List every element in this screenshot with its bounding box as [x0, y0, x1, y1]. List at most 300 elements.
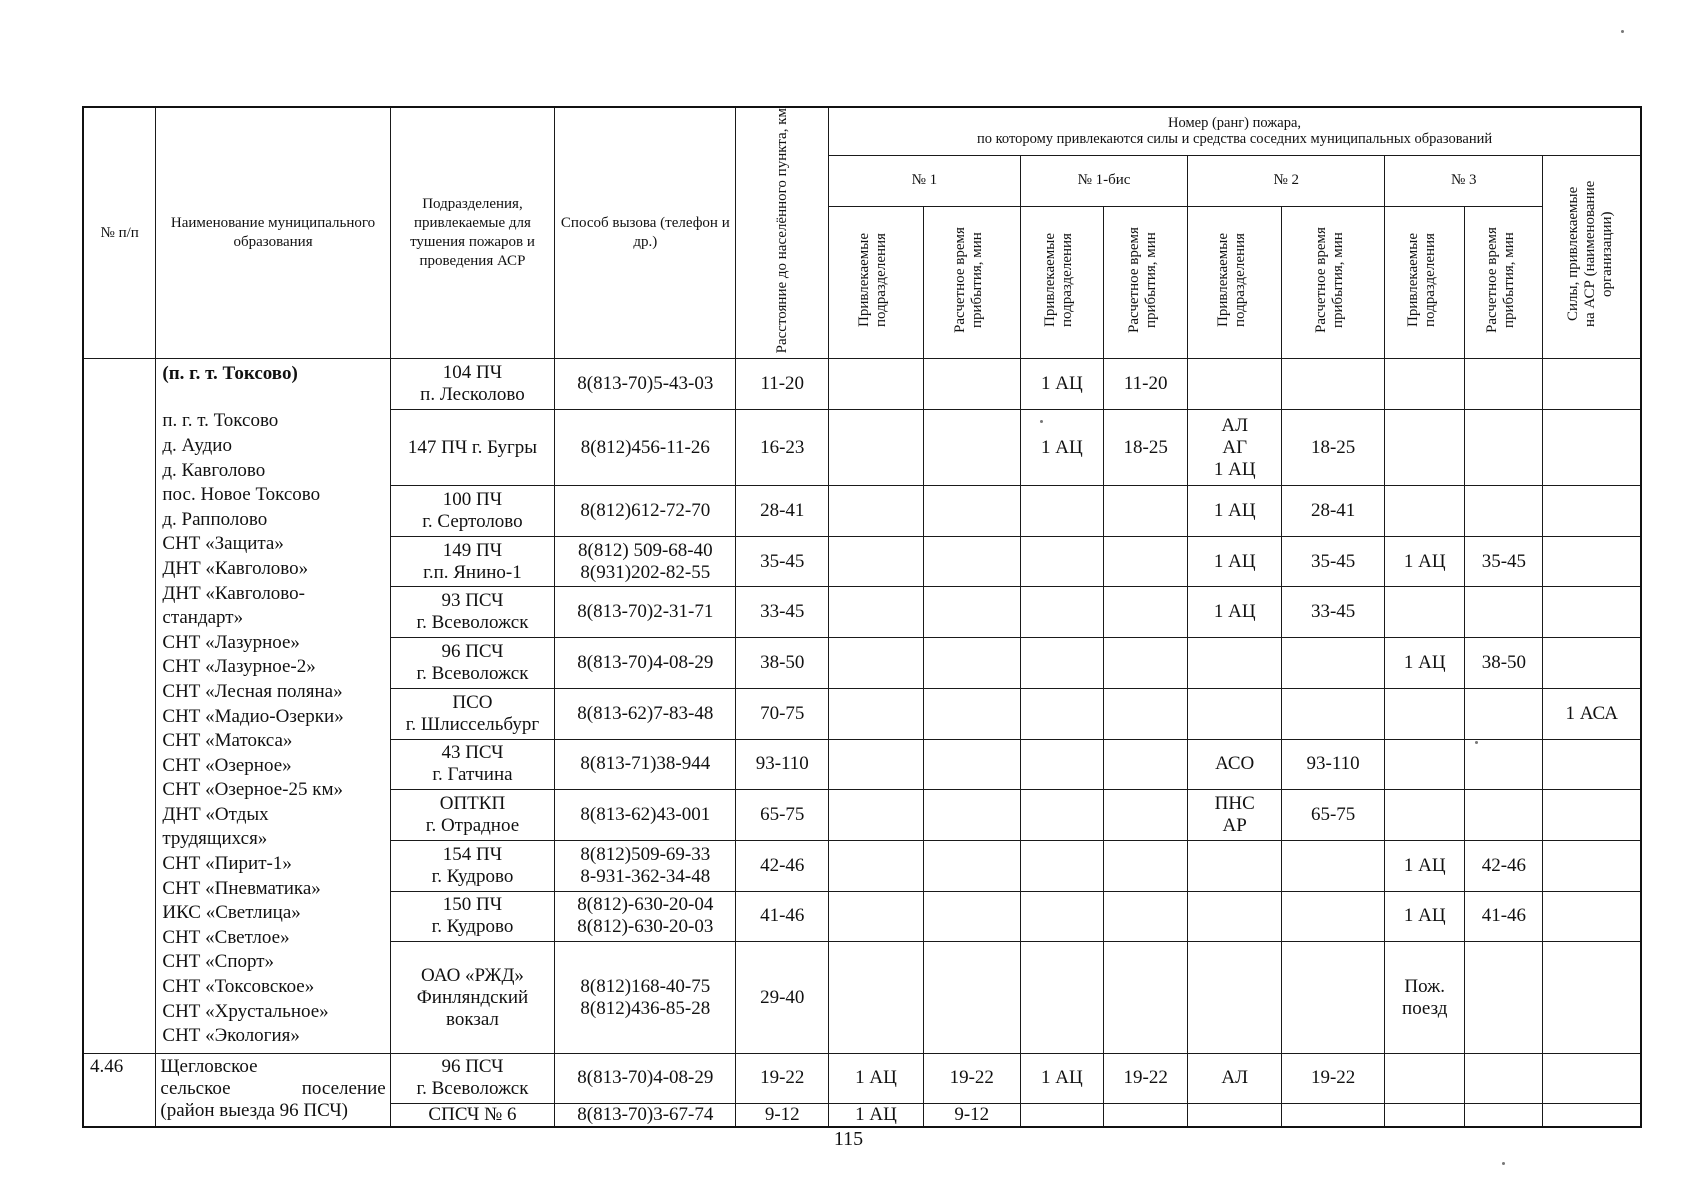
unit-cell-line: 104 ПЧ: [442, 362, 503, 384]
phone-cell-line: 8(812)-630-20-03: [577, 916, 714, 938]
municipality-name-cell: [156, 1053, 390, 1127]
rank3-time-cell: [1465, 739, 1543, 790]
municipality-name-word: поселение: [301, 1077, 386, 1099]
distance-cell: 9-12: [736, 1103, 829, 1127]
rank3-units-cell-line: Пож.: [1404, 975, 1446, 997]
rank3-units-cell-line: 1 АЦ: [1403, 652, 1446, 673]
asr-cell: [1543, 536, 1641, 587]
rank1-time-cell: [923, 739, 1020, 790]
header-rank-1: № 1: [829, 155, 1021, 207]
rank3-units-cell: [1385, 410, 1465, 486]
rank1-time-cell: [923, 536, 1020, 587]
asr-cell: [1543, 638, 1641, 689]
rank1-units-cell: [829, 739, 924, 790]
unit-cell: [390, 739, 555, 790]
unit-cell: [390, 359, 555, 410]
header-call-method: Способ вызова (телефон и др.): [555, 107, 736, 359]
settlement-item: СНТ «Спорт»: [162, 951, 275, 973]
unit-cell: [390, 410, 555, 486]
rank1bis-units-cell: [1020, 688, 1103, 739]
phone-cell-line: 8(813-62)7-83-48: [577, 702, 714, 724]
header-rank-3: № 3: [1385, 155, 1543, 207]
settlement-item: СНТ «Токсовское»: [162, 976, 315, 998]
rank3-time-cell: 41-46: [1465, 891, 1543, 942]
rank3-units-cell: [1385, 1053, 1465, 1103]
rank2-time-cell: [1282, 638, 1385, 689]
phone-cell: [555, 1103, 736, 1127]
phone-cell: [555, 688, 736, 739]
rank3-units-cell: [1385, 359, 1465, 410]
settlement-item: ИКС «Светлица»: [162, 902, 301, 924]
rank2-units-cell-line: АГ: [1222, 436, 1248, 458]
settlement-item: п. г. т. Токсово: [162, 410, 279, 432]
rank1bis-units-cell-line: 1 АЦ: [1041, 436, 1083, 458]
distance-cell: 41-46: [736, 891, 829, 942]
rank3-time-cell: 38-50: [1465, 638, 1543, 689]
unit-cell-line: п. Лесколово: [420, 384, 525, 406]
phone-cell: [555, 739, 736, 790]
rank2-units-cell: [1188, 790, 1282, 841]
rank1bis-units-cell: [1020, 638, 1103, 689]
rank2-units-cell-line: 1 АЦ: [1213, 499, 1256, 521]
rank2-units-cell-line: 1 АЦ: [1213, 550, 1256, 572]
header-rank-group: Номер (ранг) пожара, по которому привлекаются силы и средства соседних муниципальных образований: [829, 107, 1641, 155]
header-municipality: Наименование муниципального образования: [156, 107, 390, 359]
unit-cell: [390, 688, 555, 739]
asr-cell: [1543, 840, 1641, 891]
rank2-units-cell: [1188, 840, 1282, 891]
header-r1-time: Расчетное время прибытия, мин: [923, 207, 1020, 359]
phone-cell-line: 8(813-70)4-08-29: [577, 652, 714, 673]
header-rank-1bis: № 1-бис: [1020, 155, 1188, 207]
phone-cell: [555, 410, 736, 486]
phone-cell-line: 8-931-362-34-48: [580, 865, 711, 887]
phone-cell: [555, 891, 736, 942]
settlement-item: СНТ «Защита»: [162, 533, 284, 555]
rank2-units-cell: [1188, 638, 1282, 689]
rank2-time-cell: 93-110: [1282, 739, 1385, 790]
rank1bis-time-cell: [1104, 486, 1188, 537]
unit-cell-line: Финляндский: [416, 986, 529, 1008]
distance-cell: 19-22: [736, 1053, 829, 1103]
unit-cell-line: 96 ПСЧ: [441, 1056, 504, 1078]
rank2-units-cell-line: 1 АЦ: [1213, 458, 1256, 480]
settlement-item: трудящихся»: [162, 828, 268, 850]
unit-cell-line: 93 ПСЧ: [441, 590, 504, 612]
rank1-units-cell: [829, 790, 924, 841]
rank3-units-cell: [1385, 536, 1465, 587]
unit-cell-line: г. Всеволожск: [416, 612, 529, 634]
rank1-time-cell: [923, 688, 1020, 739]
unit-cell-line: СПСЧ № 6: [428, 1104, 517, 1126]
unit-cell-line: 100 ПЧ: [442, 488, 503, 510]
asr-cell: [1543, 587, 1641, 638]
rank3-units-cell: [1385, 638, 1465, 689]
rank1bis-units-cell: [1020, 536, 1103, 587]
asr-cell: [1543, 942, 1641, 1054]
header-r3-time: Расчетное время прибытия, мин: [1465, 207, 1543, 359]
unit-cell-line: 147 ПЧ г. Бугры: [407, 436, 538, 458]
unit-cell: [390, 1103, 555, 1127]
unit-cell-line: ПСО: [452, 691, 493, 713]
distance-cell: 11-20: [736, 359, 829, 410]
rank2-time-cell: 33-45: [1282, 587, 1385, 638]
phone-cell-line: 8(813-62)43-001: [580, 804, 711, 826]
rank1-time-cell: [923, 790, 1020, 841]
settlement-item: СНТ «Лесная поляна»: [162, 680, 343, 702]
rank1-units-cell-line: 1 АЦ: [855, 1104, 897, 1126]
rank3-units-cell: [1385, 1103, 1465, 1127]
rank2-units-cell: [1188, 942, 1282, 1054]
unit-cell-line: 154 ПЧ: [442, 843, 503, 865]
settlement-item: д. Рапполово: [162, 508, 268, 530]
scan-speck: [1502, 1162, 1505, 1165]
settlement-item: СНТ «Лазурное»: [162, 631, 300, 653]
rank1-time-cell: [923, 942, 1020, 1054]
scan-speck: [1040, 420, 1043, 423]
rank1-units-cell: [829, 1103, 924, 1127]
rank3-units-cell: [1385, 840, 1465, 891]
unit-cell-line: г. Шлиссельбург: [405, 713, 540, 735]
rank1bis-units-cell: [1020, 359, 1103, 410]
rank1bis-units-cell: [1020, 942, 1103, 1054]
rank3-time-cell: [1465, 486, 1543, 537]
rank3-units-cell-line: 1 АЦ: [1403, 905, 1446, 927]
phone-cell-line: 8(813-70)5-43-03: [577, 373, 714, 395]
asr-cell: [1543, 410, 1641, 486]
phone-cell-line: 8(931)202-82-55: [580, 561, 711, 583]
rank2-time-cell: [1282, 891, 1385, 942]
settlement-item: пос. Новое Токсово: [162, 484, 321, 506]
rank1bis-time-cell: 19-22: [1104, 1053, 1188, 1103]
rank3-time-cell: [1465, 790, 1543, 841]
rank2-time-cell: 28-41: [1282, 486, 1385, 537]
unit-cell-line: г.п. Янино-1: [423, 561, 522, 583]
rank3-units-cell-line: 1 АЦ: [1403, 550, 1446, 572]
rank1-units-cell-line: 1 АЦ: [855, 1067, 897, 1089]
rank1bis-time-cell: 18-25: [1104, 410, 1188, 486]
rank1bis-units-cell-line: 1 АЦ: [1041, 373, 1083, 395]
rank3-units-cell: [1385, 486, 1465, 537]
unit-cell-line: 150 ПЧ: [442, 894, 503, 916]
rank1-time-cell: 19-22: [923, 1053, 1020, 1103]
header-distance: Расстояние до населённого пункта, км: [736, 107, 829, 359]
rank2-units-cell: [1188, 1053, 1282, 1103]
rank1-time-cell: [923, 891, 1020, 942]
rank3-units-cell: [1385, 739, 1465, 790]
scan-speck: [1621, 30, 1624, 33]
phone-cell: [555, 840, 736, 891]
rank1bis-time-cell: 11-20: [1104, 359, 1188, 410]
distance-cell: 93-110: [736, 739, 829, 790]
rank3-time-cell: 42-46: [1465, 840, 1543, 891]
phone-cell-line: 8(812)456-11-26: [580, 436, 710, 458]
phone-cell-line: 8(812)509-69-33: [580, 843, 711, 865]
rank1-time-cell: [923, 840, 1020, 891]
phone-cell: [555, 536, 736, 587]
distance-cell: 29-40: [736, 942, 829, 1054]
unit-cell-line: г. Всеволожск: [416, 1078, 529, 1100]
unit-cell-line: г. Сертолово: [422, 510, 523, 532]
unit-cell: [390, 638, 555, 689]
table-row: [83, 1053, 1641, 1103]
rank3-units-cell: [1385, 790, 1465, 841]
rank1bis-time-cell: [1104, 840, 1188, 891]
rank1bis-units-cell: [1020, 1103, 1103, 1127]
rank2-units-cell-line: АР: [1222, 815, 1247, 837]
phone-cell-line: 8(812)-630-20-04: [577, 894, 714, 916]
phone-cell-line: 8(812)612-72-70: [580, 499, 711, 521]
unit-cell: [390, 486, 555, 537]
header-asr: Силы, привлекаемые на АСР (наименование организации): [1543, 155, 1641, 359]
rank3-time-cell: 35-45: [1465, 536, 1543, 587]
rank1-time-cell: [923, 638, 1020, 689]
asr-cell: [1543, 486, 1641, 537]
rank3-units-cell: [1385, 587, 1465, 638]
asr-cell: [1543, 359, 1641, 410]
header-r1-units: Привлекаемые подразделения: [829, 207, 924, 359]
settlement-item: СНТ «Пирит-1»: [162, 853, 292, 875]
settlement-item: СНТ «Хрустальное»: [162, 1000, 329, 1022]
header-num: № п/п: [83, 107, 156, 359]
municipality-cell: [156, 359, 390, 1053]
rank1bis-time-cell: [1104, 891, 1188, 942]
rank1-units-cell: [829, 486, 924, 537]
rank3-time-cell: [1465, 359, 1543, 410]
rank1-time-cell: [923, 587, 1020, 638]
rank1-time-cell: [923, 359, 1020, 410]
rank1-units-cell: [829, 410, 924, 486]
header-r1bis-units: Привлекаемые подразделения: [1020, 207, 1103, 359]
page-number: 115: [833, 1128, 864, 1150]
unit-cell: [390, 891, 555, 942]
rank1-units-cell: [829, 536, 924, 587]
rank1bis-time-cell: [1104, 536, 1188, 587]
phone-cell: [555, 486, 736, 537]
settlement-item: СНТ «Экология»: [162, 1025, 300, 1047]
rank1-units-cell: [829, 359, 924, 410]
rank2-time-cell: [1282, 359, 1385, 410]
distance-cell: 35-45: [736, 536, 829, 587]
unit-cell: [390, 536, 555, 587]
fire-resources-table: [82, 106, 1642, 1128]
municipality-name-line: Щегловское: [160, 1055, 258, 1077]
phone-cell-line: 8(813-70)2-31-71: [577, 601, 714, 623]
unit-cell-line: 96 ПСЧ: [441, 641, 504, 662]
rank3-units-cell-line: 1 АЦ: [1403, 854, 1446, 876]
rank1-units-cell: [829, 891, 924, 942]
header-units: Подразделения, привлекаемые для тушения пожаров и проведения АСР: [390, 107, 555, 359]
row-number-cell: 4.46: [83, 1053, 156, 1127]
rank1-units-cell: [829, 587, 924, 638]
rank1-time-cell: [923, 486, 1020, 537]
unit-cell: [390, 1053, 555, 1103]
table-body: [83, 359, 1641, 1127]
header-r2-time: Расчетное время прибытия, мин: [1282, 207, 1385, 359]
unit-cell-line: 43 ПСЧ: [441, 742, 504, 764]
rank2-units-cell: [1188, 688, 1282, 739]
rank1-units-cell: [829, 1053, 924, 1103]
municipality-name-line: (район выезда 96 ПСЧ): [160, 1099, 348, 1121]
settlement-item: СНТ «Пневматика»: [162, 877, 321, 899]
rank3-time-cell: [1465, 942, 1543, 1054]
unit-cell-line: г. Всеволожск: [416, 663, 529, 684]
unit-cell: [390, 790, 555, 841]
phone-cell-line: 8(813-70)3-67-74: [577, 1104, 714, 1126]
unit-cell-line: ОПТКП: [439, 793, 506, 815]
settlement-item: СНТ «Озерное»: [162, 754, 292, 776]
rank2-units-cell: [1188, 410, 1282, 486]
settlement-item: СНТ «Мадио-Озерки»: [162, 705, 344, 727]
rank1-units-cell: [829, 942, 924, 1054]
phone-cell-line: 8(812)168-40-75: [580, 975, 711, 997]
phone-cell: [555, 790, 736, 841]
rank1bis-units-cell: [1020, 587, 1103, 638]
distance-cell: 42-46: [736, 840, 829, 891]
distance-cell: 28-41: [736, 486, 829, 537]
rank2-time-cell: [1282, 1103, 1385, 1127]
rank1-units-cell: [829, 840, 924, 891]
settlement-item: д. Кавголово: [162, 459, 266, 481]
phone-cell: [555, 1053, 736, 1103]
header-r3-units: Привлекаемые подразделения: [1385, 207, 1465, 359]
header-r2-units: Привлекаемые подразделения: [1188, 207, 1282, 359]
row-number-cell: [83, 359, 156, 1053]
unit-cell: [390, 942, 555, 1054]
unit-cell: [390, 587, 555, 638]
rank3-time-cell: [1465, 688, 1543, 739]
settlement-item: стандарт»: [162, 607, 244, 629]
unit-cell-line: ОАО «РЖД»: [421, 964, 524, 986]
phone-cell-line: 8(813-70)4-08-29: [577, 1067, 714, 1089]
phone-cell: [555, 638, 736, 689]
phone-cell: [555, 587, 736, 638]
settlement-item: д. Аудио: [162, 434, 232, 456]
rank1bis-units-cell: [1020, 1053, 1103, 1103]
rank1bis-units-cell: [1020, 410, 1103, 486]
rank1bis-time-cell: [1104, 790, 1188, 841]
rank3-units-cell: [1385, 942, 1465, 1054]
distance-cell: 70-75: [736, 688, 829, 739]
rank1bis-units-cell: [1020, 739, 1103, 790]
rank1bis-time-cell: [1104, 638, 1188, 689]
rank2-units-cell: [1188, 891, 1282, 942]
rank2-units-cell: [1188, 359, 1282, 410]
rank1-time-cell: 9-12: [923, 1103, 1020, 1127]
rank1bis-time-cell: [1104, 587, 1188, 638]
rank1bis-units-cell: [1020, 891, 1103, 942]
asr-cell: [1543, 1053, 1641, 1103]
rank3-time-cell: [1465, 410, 1543, 486]
rank2-time-cell: 65-75: [1282, 790, 1385, 841]
rank2-time-cell: [1282, 840, 1385, 891]
asr-cell: 1 АСА: [1543, 688, 1641, 739]
distance-cell: 38-50: [736, 638, 829, 689]
rank2-units-cell-line: АСО: [1215, 753, 1255, 775]
rank3-units-cell-line: поезд: [1402, 997, 1448, 1019]
unit-cell-line: г. Кудрово: [431, 916, 514, 938]
rank2-time-cell: 18-25: [1282, 410, 1385, 486]
asr-cell: [1543, 891, 1641, 942]
distance-cell: 65-75: [736, 790, 829, 841]
asr-cell: [1543, 790, 1641, 841]
unit-cell-line: г. Отрадное: [425, 815, 520, 837]
settlement-item: СНТ «Светлое»: [162, 926, 290, 948]
rank2-time-cell: [1282, 688, 1385, 739]
unit-cell-line: г. Гатчина: [432, 764, 513, 786]
rank2-time-cell: 19-22: [1282, 1053, 1385, 1103]
rank2-units-cell: [1188, 536, 1282, 587]
rank1bis-units-cell: [1020, 486, 1103, 537]
rank1bis-units-cell: [1020, 790, 1103, 841]
asr-cell: [1543, 1103, 1641, 1127]
asr-cell: [1543, 739, 1641, 790]
settlement-item: ДНТ «Кавголово»: [162, 557, 309, 579]
rank1bis-time-cell: [1104, 688, 1188, 739]
distance-cell: 16-23: [736, 410, 829, 486]
rank3-time-cell: [1465, 1103, 1543, 1127]
settlement-item: ДНТ «Отдых: [162, 803, 269, 825]
rank2-units-cell: [1188, 486, 1282, 537]
unit-cell: [390, 840, 555, 891]
settlement-item: СНТ «Лазурное-2»: [162, 656, 316, 678]
rank2-units-cell-line: 1 АЦ: [1213, 601, 1256, 623]
rank3-units-cell: [1385, 688, 1465, 739]
rank1bis-time-cell: [1104, 1103, 1188, 1127]
unit-cell-line: 149 ПЧ: [442, 539, 503, 561]
rank1bis-time-cell: [1104, 739, 1188, 790]
distance-cell: 33-45: [736, 587, 829, 638]
settlement-item: СНТ «Матокса»: [162, 730, 293, 752]
phone-cell-line: 8(812) 509-68-40: [578, 539, 713, 561]
rank3-time-cell: [1465, 587, 1543, 638]
rank1bis-units-cell: [1020, 840, 1103, 891]
phone-cell: [555, 942, 736, 1054]
settlement-item: ДНТ «Кавголово-: [162, 582, 305, 604]
rank1bis-units-cell-line: 1 АЦ: [1041, 1067, 1083, 1089]
rank2-units-cell: [1188, 587, 1282, 638]
header-r1bis-time: Расчетное время прибытия, мин: [1104, 207, 1188, 359]
rank2-units-cell: [1188, 739, 1282, 790]
rank3-time-cell: [1465, 1053, 1543, 1103]
unit-cell-line: г. Кудрово: [431, 865, 514, 887]
phone-cell-line: 8(813-71)38-944: [580, 753, 711, 775]
unit-cell-line: вокзал: [446, 1008, 499, 1030]
table-row: [83, 359, 1641, 410]
rank1-units-cell: [829, 638, 924, 689]
municipality-title: (п. г. т. Токсово): [162, 363, 298, 385]
settlement-item: СНТ «Озерное-25 км»: [162, 779, 343, 801]
municipality-name-line: [160, 1078, 385, 1100]
rank2-units-cell-line: ПНС: [1214, 793, 1255, 815]
rank1bis-time-cell: [1104, 942, 1188, 1054]
rank2-units-cell-line: АЛ: [1221, 414, 1248, 436]
rank2-time-cell: 35-45: [1282, 536, 1385, 587]
rank1-time-cell: [923, 410, 1020, 486]
municipality-name-word: сельское: [160, 1077, 231, 1099]
rank2-units-cell: [1188, 1103, 1282, 1127]
rank1-units-cell: [829, 688, 924, 739]
scan-speck: [1475, 741, 1478, 744]
settlement-list: [162, 409, 383, 1048]
phone-cell-line: 8(812)436-85-28: [580, 997, 711, 1019]
rank3-units-cell: [1385, 891, 1465, 942]
rank2-units-cell-line: АЛ: [1221, 1067, 1248, 1089]
phone-cell: [555, 359, 736, 410]
rank2-time-cell: [1282, 942, 1385, 1054]
header-rank-2: № 2: [1188, 155, 1385, 207]
document-sheet: [82, 106, 1642, 1128]
